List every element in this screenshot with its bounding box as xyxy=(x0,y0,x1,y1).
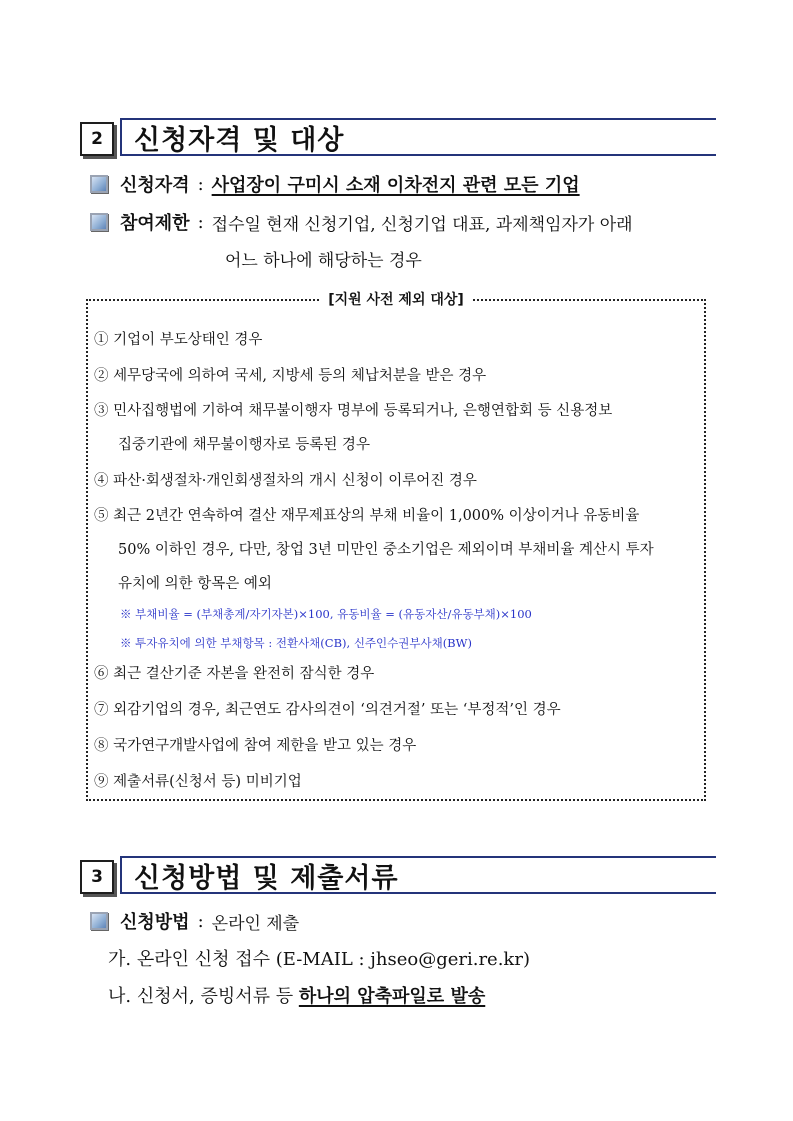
bullet-label: 신청방법 xyxy=(120,912,190,933)
box-title: [지원 사전 제외 대상] xyxy=(88,289,704,309)
list-item: ③ 민사집행법에 기하여 채무불이행자 명부에 등록되거나, 은행연합회 등 신용정보 집중기관에 채무불이행자로 등록된 경우 xyxy=(94,403,613,453)
list-item: ① 기업이 부도상태인 경우 xyxy=(94,332,263,348)
bullet-restriction-cont: 어느 하나에 해당하는 경우 xyxy=(225,251,422,271)
sub-item-emphasis: 하나의 압축파일로 발송 xyxy=(298,986,486,1007)
list-item: ② 세무당국에 의하여 국세, 지방세 등의 체납처분을 받은 경우 xyxy=(94,368,487,384)
bullet-text: 온라인 제출 xyxy=(211,913,300,934)
bullet-text: 사업장이 구미시 소재 이차전지 관련 모든 기업 xyxy=(211,175,580,196)
list-item: ⑧ 국가연구개발사업에 참여 제한을 받고 있는 경우 xyxy=(94,738,417,754)
exclusion-box xyxy=(86,292,706,801)
sub-item-prefix: 나. 신청서, 증빙서류 등 xyxy=(108,986,299,1007)
bullet-restriction xyxy=(90,209,633,235)
bullet-label: 참여제한 xyxy=(120,213,190,234)
square-bullet-icon xyxy=(90,175,108,193)
section-number: 3 xyxy=(80,860,114,894)
square-bullet-icon xyxy=(90,912,108,930)
list-item: ⑦ 외감기업의 경우, 최근연도 감사의견이 ‘의견거절’ 또는 ‘부정적’인 경우 xyxy=(94,702,561,718)
section-3-header xyxy=(80,856,716,896)
bullet-method xyxy=(90,908,299,934)
bullet-text: 접수일 현재 신청기업, 신청기업 대표, 과제책임자가 아래 xyxy=(211,214,633,235)
list-item: ⑨ 제출서류(신청서 등) 미비기업 xyxy=(94,774,302,790)
list-item: ⑥ 최근 결산기준 자본을 완전히 잠식한 경우 xyxy=(94,666,375,682)
section-title: 신청방법 및 제출서류 xyxy=(134,863,399,894)
section-number: 2 xyxy=(80,122,114,156)
list-item: ④ 파산·회생절차·개인회생절차의 개시 신청이 이루어진 경우 xyxy=(94,473,477,489)
note-investment: ※ 투자유치에 의한 부채항목 : 전환사채(CB), 신주인수권부사채(BW) xyxy=(120,636,472,650)
sub-item-online: 가. 온라인 신청 접수 (E-MAIL : jhseo@geri.re.kr) xyxy=(108,949,530,970)
bullet-colon: : xyxy=(197,211,204,233)
bullet-colon: : xyxy=(197,910,204,932)
square-bullet-icon xyxy=(90,213,108,231)
list-item: ⑤ 최근 2년간 연속하여 결산 재무제표상의 부채 비율이 1,000% 이상이거나 유동비율 50% 이하인 경우, 다만, 창업 3년 미만인 중소기업은 제외이며 부채비율 계산시 투자 유치에 의한 항목은 예외 xyxy=(94,508,654,592)
bullet-eligibility xyxy=(90,171,580,197)
section-2-header xyxy=(80,118,716,158)
bullet-label: 신청자격 xyxy=(120,175,190,196)
note-ratio: ※ 부채비율 = (부채총계/자기자본)×100, 유동비율 = (유동자산/유동부채)×100 xyxy=(120,607,532,621)
sub-item-zip xyxy=(108,982,485,1008)
section-title: 신청자격 및 대상 xyxy=(134,125,345,156)
bullet-colon: : xyxy=(197,173,204,195)
